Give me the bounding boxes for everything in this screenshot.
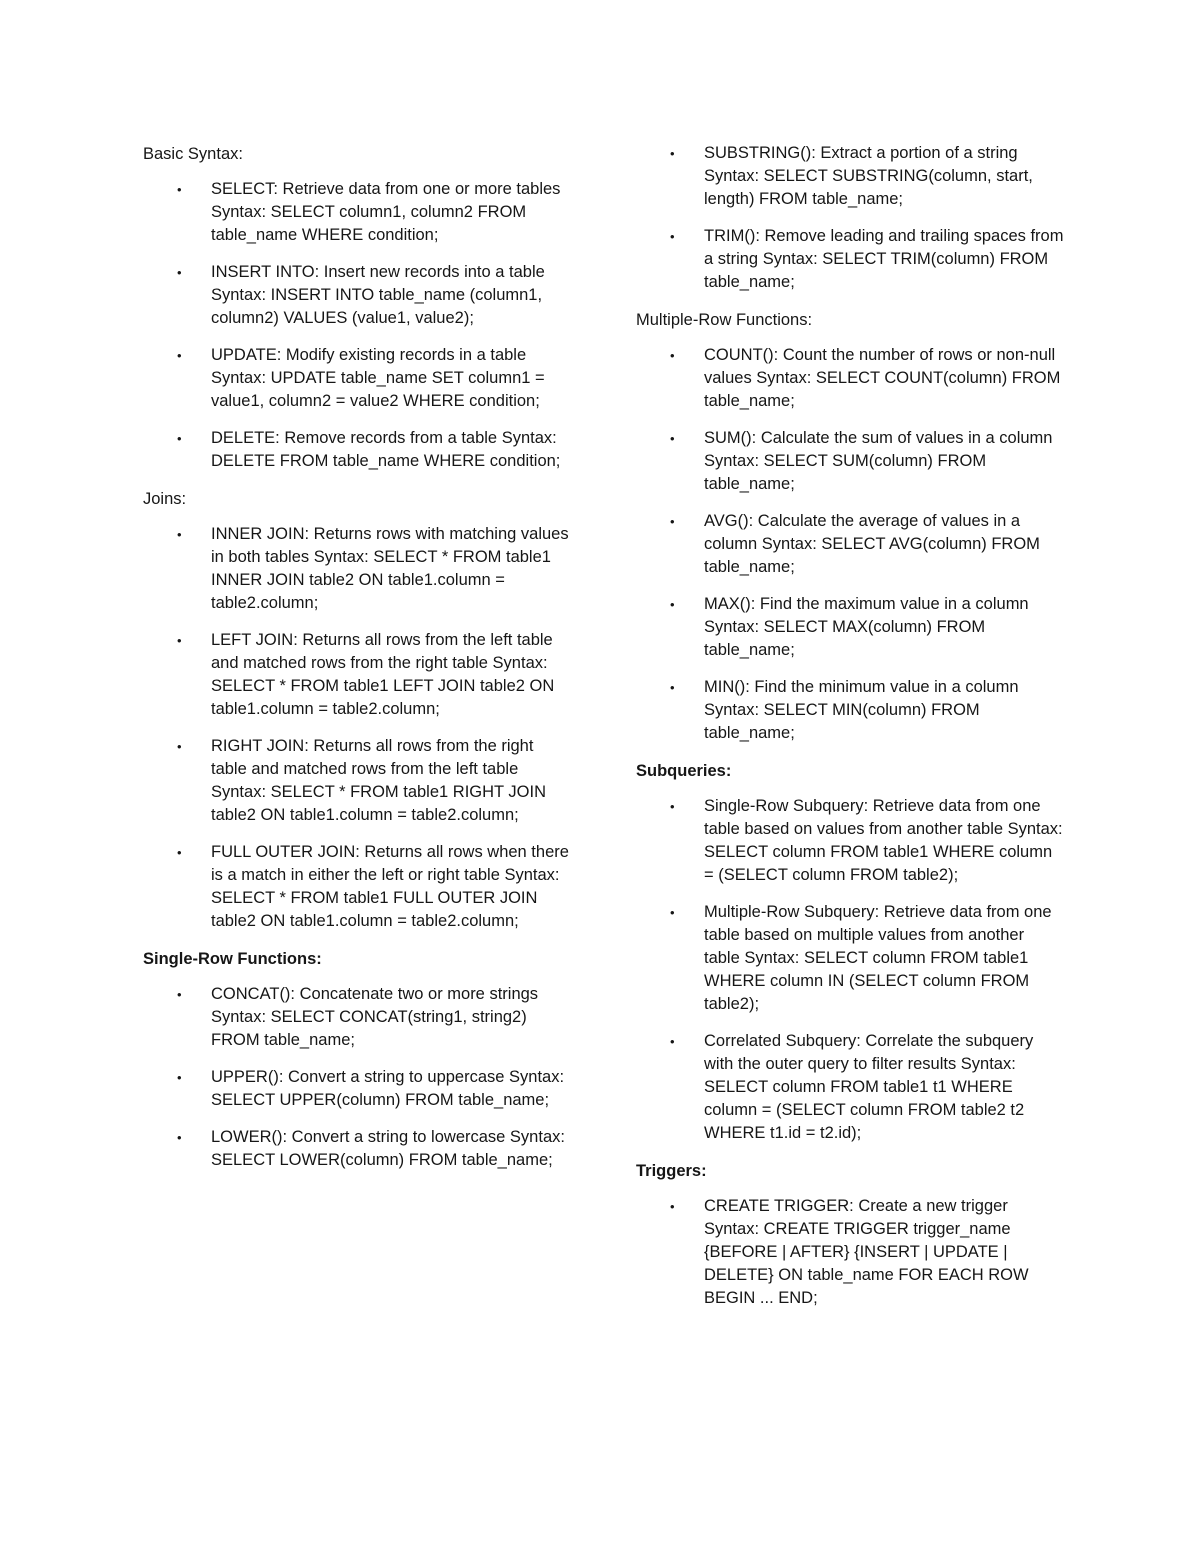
bullet-item: • SELECT: Retrieve data from one or more tables Syntax: SELECT column1, column2 FROM table_name WHERE condition; [143,178,571,247]
bullet-item: • RIGHT JOIN: Returns all rows from the right table and matched rows from the left table Syntax: SELECT * FROM table1 RIGHT JOIN table2 ON table1.column = table2.column; [143,735,571,827]
bullet-item: • CONCAT(): Concatenate two or more strings Syntax: SELECT CONCAT(string1, string2) FROM table_name; [143,983,571,1052]
bullet-list [143,178,571,473]
bullet-list [143,983,571,1172]
bullet-item: • COUNT(): Count the number of rows or non-null values Syntax: SELECT COUNT(column) FROM table_name; [636,344,1064,413]
bullet-item: • LEFT JOIN: Returns all rows from the left table and matched rows from the right table Syntax: SELECT * FROM table1 LEFT JOIN table2 ON table1.column = table2.column; [143,629,571,721]
bullet-item: • DELETE: Remove records from a table Syntax: DELETE FROM table_name WHERE condition; [143,427,571,473]
bullet-item: • MIN(): Find the minimum value in a column Syntax: SELECT MIN(column) FROM table_name; [636,676,1064,745]
bullet-list [636,1195,1064,1310]
right-column [636,142,1064,1324]
bullet-list [143,523,571,933]
section-title: Single-Row Functions: [143,950,322,968]
bullet-item: • CREATE TRIGGER: Create a new trigger Syntax: CREATE TRIGGER trigger_name {BEFORE | AFTER} {INSERT | UPDATE | DELETE} ON table_name FOR EACH ROW BEGIN ... END; [636,1195,1064,1310]
left-column [143,142,571,1324]
bullet-item: • FULL OUTER JOIN: Returns all rows when there is a match in either the left or right table Syntax: SELECT * FROM table1 FULL OUTER JOIN table2 ON table1.column = table2.column; [143,841,571,933]
bullet-list [636,795,1064,1145]
bullet-item: • Single-Row Subquery: Retrieve data from one table based on values from another table Syntax: SELECT column FROM table1 WHERE column = (SELECT column FROM table2); [636,795,1064,887]
bullet-item: • MAX(): Find the maximum value in a column Syntax: SELECT MAX(column) FROM table_name; [636,593,1064,662]
bullet-item: • SUM(): Calculate the sum of values in a column Syntax: SELECT SUM(column) FROM table_name; [636,427,1064,496]
bullet-list [636,344,1064,745]
bullet-item: • INNER JOIN: Returns rows with matching values in both tables Syntax: SELECT * FROM table1 INNER JOIN table2 ON table1.column = table2.column; [143,523,571,615]
page-content [143,142,1064,1324]
section-title: Subqueries: [636,762,732,780]
section-title: Multiple-Row Functions: [636,311,813,329]
bullet-item: • UPPER(): Convert a string to uppercase Syntax: SELECT UPPER(column) FROM table_name; [143,1066,571,1112]
bullet-list [636,142,1064,294]
bullet-item: • UPDATE: Modify existing records in a table Syntax: UPDATE table_name SET column1 = value1, column2 = value2 WHERE condition; [143,344,571,413]
bullet-item: • LOWER(): Convert a string to lowercase Syntax: SELECT LOWER(column) FROM table_name; [143,1126,571,1172]
section-title: Triggers: [636,1162,707,1180]
bullet-item: • AVG(): Calculate the average of values in a column Syntax: SELECT AVG(column) FROM table_name; [636,510,1064,579]
bullet-item: • Correlated Subquery: Correlate the subquery with the outer query to filter results Syntax: SELECT column FROM table1 t1 WHERE column = (SELECT column FROM table2 t2 WHERE t1.id = t2.id); [636,1030,1064,1145]
bullet-item: • Multiple-Row Subquery: Retrieve data from one table based on multiple values from another table Syntax: SELECT column FROM table1 WHERE column IN (SELECT column FROM table2); [636,901,1064,1016]
section-title: Joins: [143,490,187,508]
bullet-item: • SUBSTRING(): Extract a portion of a string Syntax: SELECT SUBSTRING(column, start, length) FROM table_name; [636,142,1064,211]
bullet-item: • INSERT INTO: Insert new records into a table Syntax: INSERT INTO table_name (column1, column2) VALUES (value1, value2); [143,261,571,330]
section-title: Basic Syntax: [143,145,243,163]
bullet-item: • TRIM(): Remove leading and trailing spaces from a string Syntax: SELECT TRIM(column) FROM table_name; [636,225,1064,294]
